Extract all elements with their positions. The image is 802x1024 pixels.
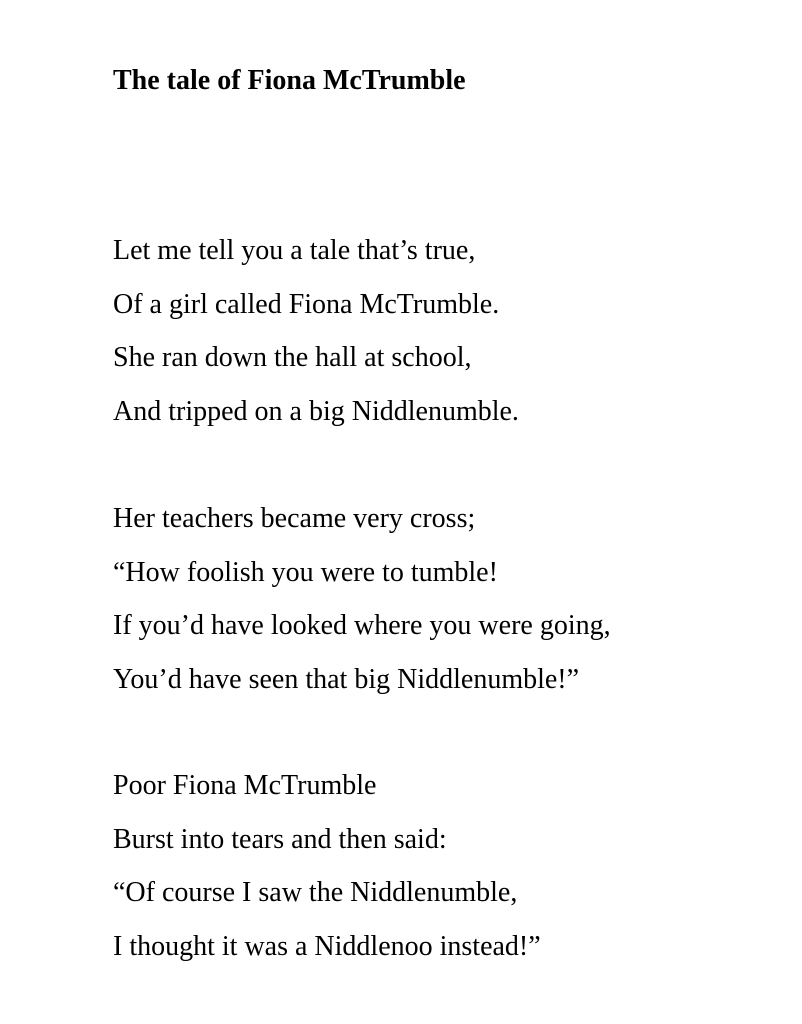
- stanza-3: [113, 759, 541, 973]
- stanza-line: “Of course I saw the Niddlenumble,: [113, 877, 518, 908]
- stanza-line: Of a girl called Fiona McTrumble.: [113, 288, 500, 320]
- poem-title: The tale of Fiona McTrumble: [113, 65, 466, 96]
- stanza-line: You’d have seen that big Niddlenumble!”: [113, 663, 580, 695]
- stanza-line: Let me tell you a tale that’s true,: [113, 235, 476, 266]
- document-page: [113, 0, 773, 1024]
- stanza-line: If you’d have looked where you were going,: [113, 610, 611, 641]
- stanza-line: “How foolish you were to tumble!: [113, 556, 498, 588]
- stanza-line: I thought it was a Niddlenoo instead!”: [113, 930, 541, 962]
- stanza-line: Poor Fiona McTrumble: [113, 770, 377, 801]
- stanza-line: She ran down the hall at school,: [113, 342, 472, 373]
- stanza-line: Her teachers became very cross;: [113, 503, 476, 534]
- stanza-line: And tripped on a big Niddlenumble.: [113, 395, 519, 427]
- stanza-1: [113, 224, 519, 438]
- stanza-2: [113, 492, 611, 706]
- stanza-line: Burst into tears and then said:: [113, 823, 447, 855]
